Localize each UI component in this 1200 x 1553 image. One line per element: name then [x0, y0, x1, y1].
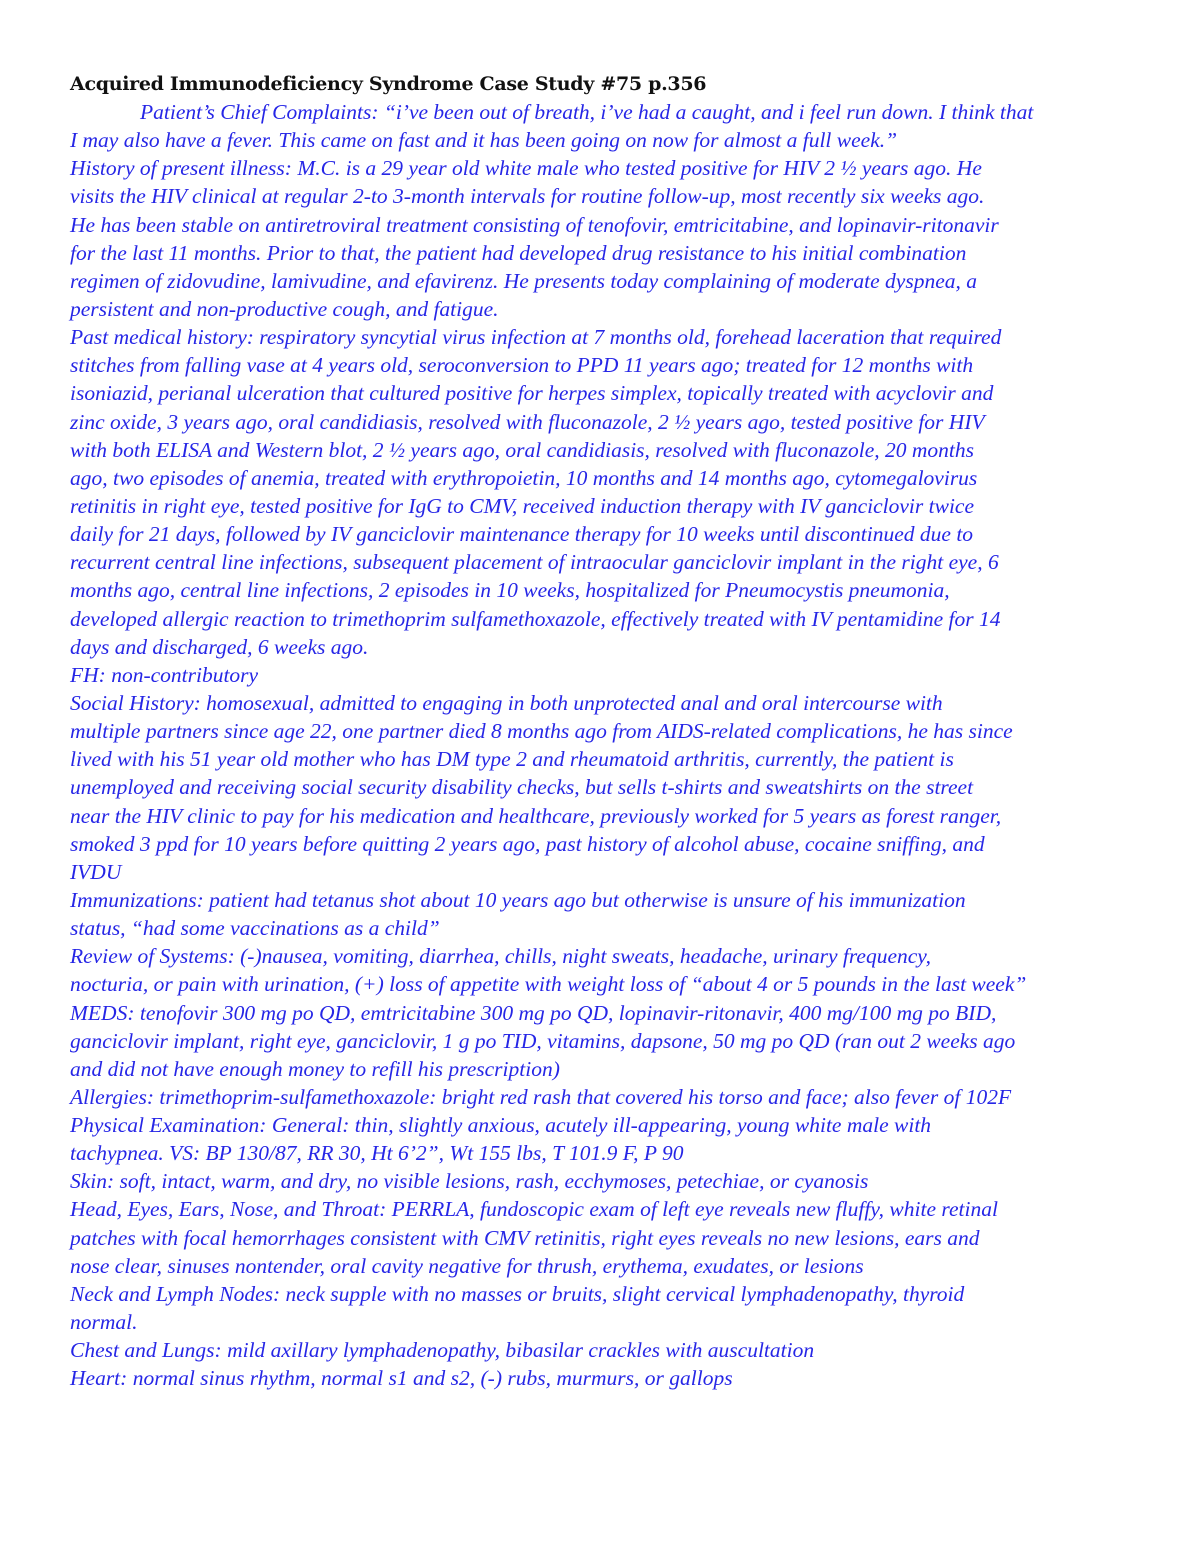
document-title: Acquired Immunodeficiency Syndrome Case Study #75 p.356 — [70, 73, 707, 95]
text-line: developed allergic reaction to trimethoprim sulfamethoxazole, effectively treated with IV pentamidine for 14 — [70, 606, 1001, 631]
text-line: Social History: homosexual, admitted to engaging in both unprotected anal and oral intercourse with — [70, 690, 943, 715]
text-line: Allergies: trimethoprim-sulfamethoxazole: bright red rash that covered his torso and face; also fever of 102F — [70, 1084, 1012, 1109]
text-line: Neck and Lymph Nodes: neck supple with no masses or bruits, slight cervical lymphadenopathy, thyroid — [70, 1281, 965, 1306]
text-line: multiple partners since age 22, one partner died 8 months ago from AIDS-related complications, he has since — [70, 719, 1013, 744]
text-line: Skin: soft, intact, warm, and dry, no visible lesions, rash, ecchymoses, petechiae, or cyanosis — [70, 1169, 869, 1194]
text-line: patches with focal hemorrhages consistent with CMV retinitis, right eyes reveals no new lesions, ears and — [70, 1225, 980, 1250]
text-line: status, “had some vaccinations as a child” — [70, 916, 440, 941]
text-line: He has been stable on antiretroviral treatment consisting of tenofovir, emtricitabine, and lopinavir-ritonavir — [70, 212, 999, 237]
text-line: Past medical history: respiratory syncytial virus infection at 7 months old, forehead laceration that required — [70, 325, 1002, 350]
text-line: with both ELISA and Western blot, 2 ½ years ago, oral candidiasis, resolved with fluconazole, 20 months — [70, 437, 974, 462]
text-line: lived with his 51 year old mother who has DM type 2 and rheumatoid arthritis, currently, the patient is — [70, 747, 954, 772]
text-line: tachypnea. VS: BP 130/87, RR 30, Ht 6’2”, Wt 155 lbs, T 101.9 F, P 90 — [70, 1141, 684, 1166]
text-line: isoniazid, perianal ulceration that cultured positive for herpes simplex, topically treated with acyclovir and — [70, 381, 994, 406]
text-line: IVDU — [70, 859, 122, 884]
text-line: zinc oxide, 3 years ago, oral candidiasis, resolved with fluconazole, 2 ½ years ago, tested positive for HIV — [70, 409, 985, 434]
text-line: Physical Examination: General: thin, slightly anxious, acutely ill-appearing, young white male with — [70, 1113, 932, 1138]
text-line: persistent and non-productive cough, and fatigue. — [70, 296, 499, 321]
text-line: ago, two episodes of anemia, treated with erythropoietin, 10 months and 14 months ago, cytomegalovirus — [70, 465, 978, 490]
text-line: Head, Eyes, Ears, Nose, and Throat: PERRLA, fundoscopic exam of left eye reveals new fluffy, white retinal — [70, 1197, 998, 1222]
text-line: ganciclovir implant, right eye, ganciclovir, 1 g po TID, vitamins, dapsone, 50 mg po QD (ran out 2 weeks ago — [70, 1028, 1016, 1053]
text-line: for the last 11 months. Prior to that, the patient had developed drug resistance to his initial combination — [70, 240, 967, 265]
text-line: Patient’s Chief Complaints: “i’ve been out of breath, i’ve had a caught, and i feel run down. I think that — [140, 100, 1034, 124]
text-line: regimen of zidovudine, lamivudine, and efavirenz. He presents today complaining of moderate dyspnea, a — [70, 268, 978, 293]
text-line: normal. — [70, 1310, 138, 1335]
text-line: smoked 3 ppd for 10 years before quitting 2 years ago, past history of alcohol abuse, cocaine sniffing, and — [70, 831, 985, 856]
text-line: retinitis in right eye, tested positive for IgG to CMV, received induction therapy with IV ganciclovir twice — [70, 493, 975, 518]
text-line: nocturia, or pain with urination, (+) loss of appetite with weight loss of “about 4 or 5 pounds in the last week” — [70, 972, 1027, 997]
text-line: recurrent central line infections, subsequent placement of intraocular ganciclovir implant in the right eye, 6 — [70, 550, 999, 575]
text-line: months ago, central line infections, 2 episodes in 10 weeks, hospitalized for Pneumocystis pneumonia, — [70, 578, 950, 603]
text-line: visits the HIV clinical at regular 2-to 3-month intervals for routine follow-up, most recently six weeks ago. — [70, 184, 985, 209]
text-line: nose clear, sinuses nontender, oral cavity negative for thrush, erythema, exudates, or lesions — [70, 1253, 864, 1278]
document-page — [70, 70, 1140, 1392]
document-body — [70, 98, 1140, 1392]
text-line: Chest and Lungs: mild axillary lymphadenopathy, bibasilar crackles with auscultation — [70, 1338, 815, 1363]
text-line: Review of Systems: (-)nausea, vomiting, diarrhea, chills, night sweats, headache, urinary frequency, — [70, 944, 932, 969]
text-line: days and discharged, 6 weeks ago. — [70, 634, 369, 659]
text-line: MEDS: tenofovir 300 mg po QD, emtricitabine 300 mg po QD, lopinavir-ritonavir, 400 mg/100 mg po BID, — [70, 1000, 997, 1025]
text-line: I may also have a fever. This came on fast and it has been going on now for almost a full week.” — [70, 128, 898, 153]
text-line: Immunizations: patient had tetanus shot about 10 years ago but otherwise is unsure of his immunization — [70, 887, 966, 912]
text-line: near the HIV clinic to pay for his medication and healthcare, previously worked for 5 years as forest ranger, — [70, 803, 1002, 828]
text-line: FH: non-contributory — [70, 662, 259, 687]
text-line: stitches from falling vase at 4 years old, seroconversion to PPD 11 years ago; treated for 12 months with — [70, 353, 974, 378]
text-line: History of present illness: M.C. is a 29 year old white male who tested positive for HIV 2 ½ years ago. He — [70, 156, 982, 181]
text-line: unemployed and receiving social security disability checks, but sells t-shirts and sweatshirts on the street — [70, 775, 974, 800]
text-line: and did not have enough money to refill his prescription) — [70, 1056, 560, 1081]
text-line: daily for 21 days, followed by IV ganciclovir maintenance therapy for 10 weeks until discontinued due to — [70, 522, 974, 547]
text-line: Heart: normal sinus rhythm, normal s1 and s2, (-) rubs, murmurs, or gallops — [70, 1366, 733, 1391]
